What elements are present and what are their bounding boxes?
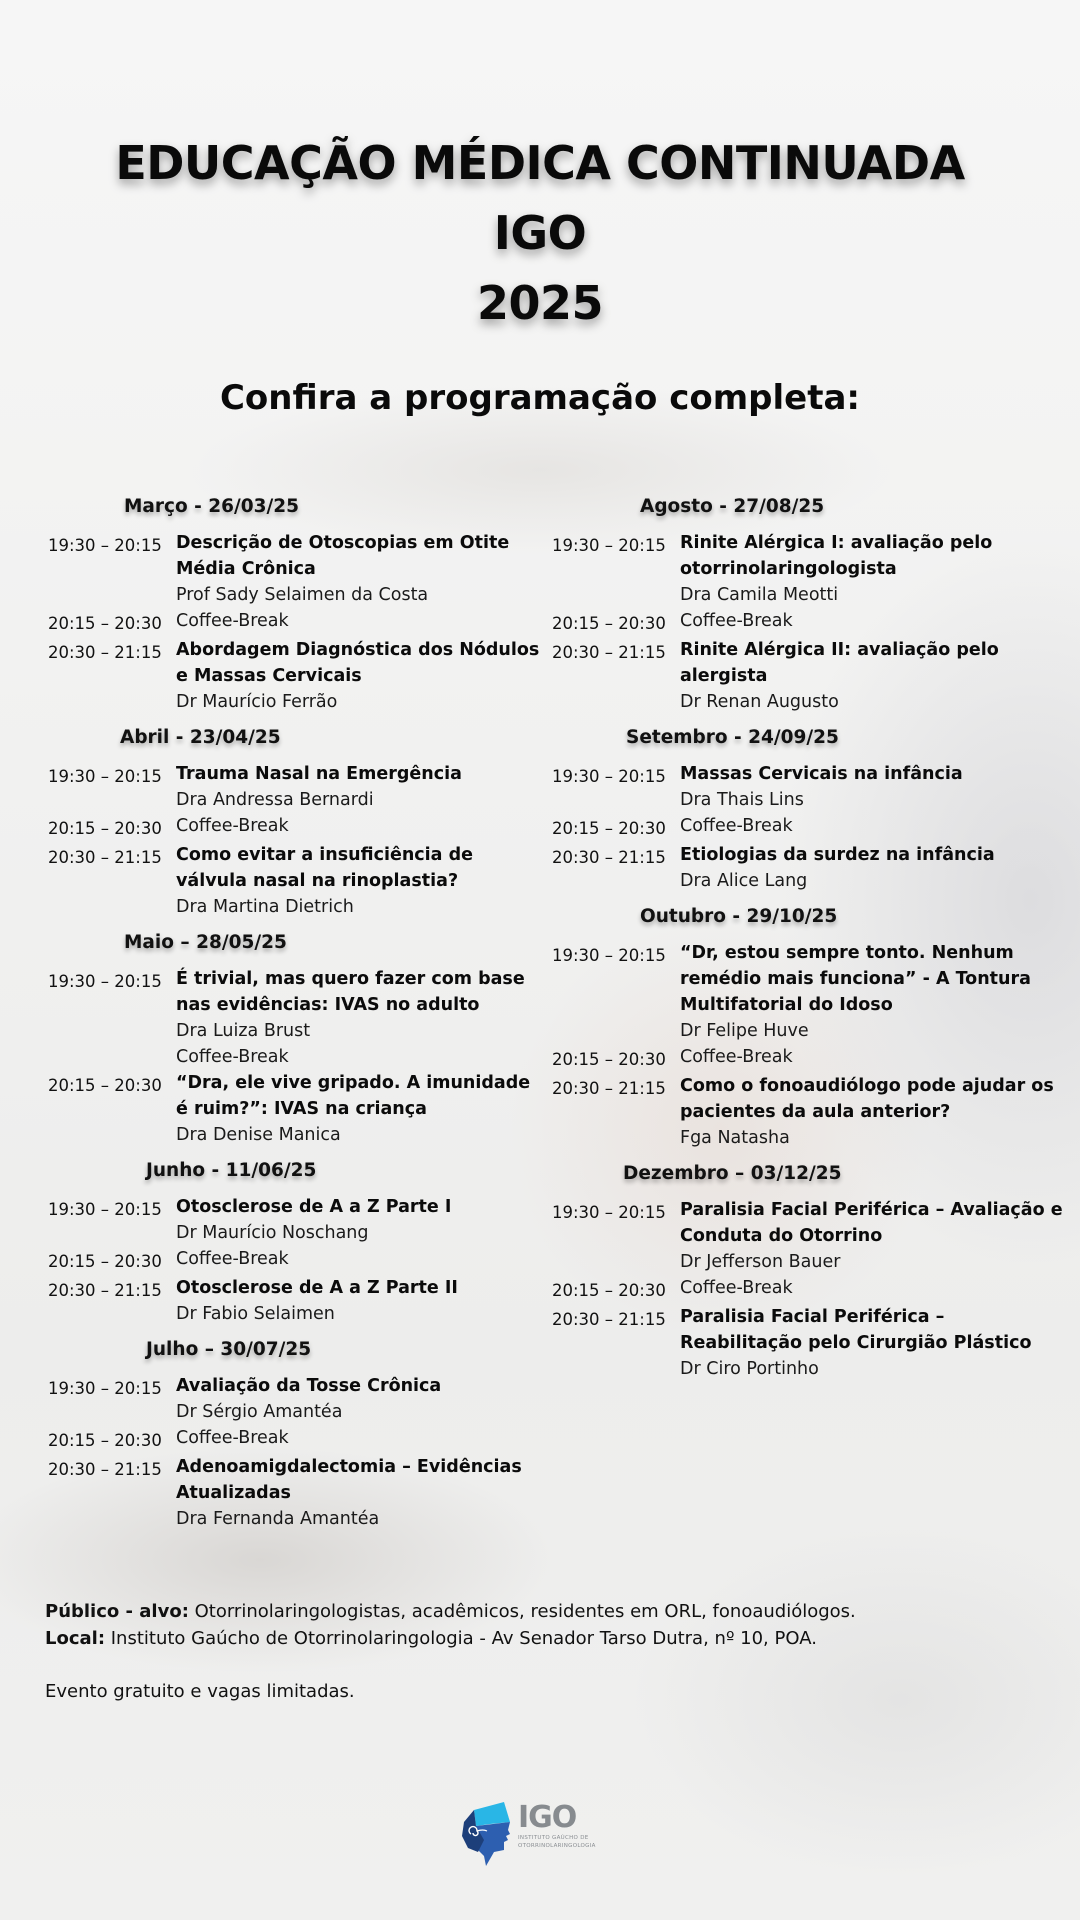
coffee-break-label: Coffee-Break	[680, 816, 793, 836]
talk-row	[552, 1197, 1072, 1275]
talk-row	[552, 1304, 1072, 1382]
time-slot: 19:30 – 20:15	[48, 1379, 162, 1398]
speaker-name: Dra Denise Manica	[176, 1125, 341, 1145]
talk-row	[552, 842, 1072, 894]
talk-title: Abordagem Diagnóstica dos Nódulos e Massas Cervicais	[176, 640, 540, 686]
coffee-break-label: Coffee-Break	[680, 611, 793, 631]
speaker-name: Prof Sady Selaimen da Costa	[176, 585, 429, 605]
talk-title: Adenoamigdalectomia – Evidências Atualizadas	[176, 1457, 522, 1503]
coffee-break-row	[552, 813, 1072, 842]
time-slot: 20:30 – 21:15	[552, 1310, 666, 1329]
month-block	[552, 725, 1072, 894]
speaker-name: Fga Natasha	[680, 1128, 790, 1148]
talk-title: Massas Cervicais na infância	[680, 764, 963, 784]
speaker-name: Dr Renan Augusto	[680, 692, 839, 712]
month-title: Setembro - 24/09/25	[626, 727, 839, 748]
talk-row	[48, 1194, 548, 1246]
talk-title: É trivial, mas quero fazer com base nas evidências: IVAS no adulto	[176, 969, 525, 1015]
coffee-break-row	[552, 1275, 1072, 1304]
time-slot: 20:15 – 20:30	[552, 614, 666, 633]
time-slot	[48, 1044, 176, 1070]
talk-row	[552, 940, 1072, 1044]
location-value: Instituto Gaúcho de Otorrinolaringologia - Av Senador Tarso Dutra, nº 10, POA.	[105, 1628, 817, 1649]
coffee-break-row	[552, 608, 1072, 637]
time-slot: 20:15 – 20:30	[48, 1431, 162, 1450]
month-block	[48, 725, 548, 920]
talk-row	[48, 761, 548, 813]
talk-row	[48, 1373, 548, 1425]
talk-title: “Dra, ele vive gripado. A imunidade é ruim?”: IVAS na criança	[176, 1073, 531, 1119]
talk-title: “Dr, estou sempre tonto. Nenhum remédio mais funciona” - A Tontura Multifatorial do Idoso	[680, 943, 1031, 1015]
speaker-name: Dra Martina Dietrich	[176, 897, 354, 917]
talk-row	[48, 1454, 548, 1532]
coffee-break-row	[48, 1425, 548, 1454]
time-slot: 19:30 – 20:15	[48, 536, 162, 555]
talk-title: Paralisia Facial Periférica – Avaliação e Conduta do Otorrino	[680, 1200, 1063, 1246]
month-title: Junho - 11/06/25	[146, 1160, 317, 1181]
talk-title: Descrição de Otoscopias em Otite Média Crônica	[176, 533, 510, 579]
talk-title: Etiologias da surdez na infância	[680, 845, 995, 865]
logo-name: IGO	[518, 1800, 577, 1835]
month-title: Abril - 23/04/25	[120, 727, 281, 748]
coffee-break-row	[48, 813, 548, 842]
schedule-right-column	[552, 494, 1072, 1392]
coffee-break-row	[552, 1044, 1072, 1073]
month-block	[48, 494, 548, 715]
speaker-name: Dr Maurício Noschang	[176, 1223, 369, 1243]
month-title: Dezembro – 03/12/25	[623, 1163, 842, 1184]
month-block	[552, 494, 1072, 715]
location-label: Local:	[45, 1628, 106, 1649]
time-slot: 20:30 – 21:15	[48, 848, 162, 867]
talk-title: Paralisia Facial Periférica – Reabilitação pelo Cirurgião Plástico	[680, 1307, 1032, 1353]
speaker-name: Dra Andressa Bernardi	[176, 790, 374, 810]
coffee-break-label: Coffee-Break	[176, 816, 289, 836]
time-slot: 19:30 – 20:15	[552, 536, 666, 555]
coffee-break-row	[48, 1044, 548, 1070]
coffee-break-label: Coffee-Break	[680, 1278, 793, 1298]
time-slot: 20:15 – 20:30	[48, 1076, 162, 1095]
time-slot: 19:30 – 20:15	[552, 1203, 666, 1222]
time-slot: 19:30 – 20:15	[48, 1200, 162, 1219]
time-slot: 20:30 – 21:15	[48, 1460, 162, 1479]
talk-row	[552, 1073, 1072, 1151]
month-title: Maio – 28/05/25	[124, 932, 287, 953]
talk-title: Avaliação da Tosse Crônica	[176, 1376, 442, 1396]
month-title: Outubro - 29/10/25	[640, 906, 838, 927]
speaker-name: Dr Sérgio Amantéa	[176, 1402, 343, 1422]
talk-row	[552, 530, 1072, 608]
speaker-name: Dra Fernanda Amantéa	[176, 1509, 380, 1529]
speaker-name: Dra Luiza Brust	[176, 1021, 311, 1041]
time-slot: 20:30 – 21:15	[48, 1281, 162, 1300]
time-slot: 20:15 – 20:30	[48, 819, 162, 838]
coffee-break-row	[48, 1246, 548, 1275]
month-block	[48, 930, 548, 1148]
speaker-name: Dra Camila Meotti	[680, 585, 839, 605]
talk-title: Trauma Nasal na Emergência	[176, 764, 462, 784]
month-block	[48, 1337, 548, 1532]
schedule-left-column	[48, 494, 548, 1542]
logo-subtitle-1: INSTITUTO GAÚCHO DE	[518, 1835, 589, 1841]
time-slot: 20:15 – 20:30	[48, 1252, 162, 1271]
talk-row	[48, 637, 548, 715]
coffee-break-row	[48, 608, 548, 637]
speaker-name: Dra Thais Lins	[680, 790, 804, 810]
audience-label: Público - alvo:	[45, 1601, 189, 1622]
talk-row	[48, 966, 548, 1044]
page-subtitle: Confira a programação completa:	[219, 378, 860, 418]
time-slot: 20:30 – 21:15	[48, 643, 162, 662]
speaker-name: Dra Alice Lang	[680, 871, 808, 891]
talk-title: Rinite Alérgica I: avaliação pelo otorrinolaringologista	[680, 533, 993, 579]
time-slot: 20:15 – 20:30	[552, 819, 666, 838]
talk-title: Otosclerose de A a Z Parte II	[176, 1278, 458, 1298]
talk-row	[48, 842, 548, 920]
coffee-break-label: Coffee-Break	[176, 1428, 289, 1448]
month-block	[552, 904, 1072, 1151]
location-line	[45, 1625, 1045, 1652]
talk-title: Rinite Alérgica II: avaliação pelo alergista	[680, 640, 999, 686]
time-slot: 19:30 – 20:15	[552, 767, 666, 786]
month-block	[552, 1161, 1072, 1382]
talk-title: Como o fonoaudiólogo pode ajudar os pacientes da aula anterior?	[680, 1076, 1054, 1122]
talk-row	[552, 637, 1072, 715]
talk-title: Como evitar a insuficiência de válvula nasal na rinoplastia?	[176, 845, 473, 891]
speaker-name: Dr Felipe Huve	[680, 1021, 809, 1041]
coffee-break-label: Coffee-Break	[176, 611, 289, 631]
time-slot: 19:30 – 20:15	[552, 946, 666, 965]
talk-row	[552, 761, 1072, 813]
audience-value: Otorrinolaringologistas, acadêmicos, residentes em ORL, fonoaudiólogos.	[188, 1601, 856, 1622]
month-block	[48, 1158, 548, 1327]
coffee-break-label: Coffee-Break	[680, 1047, 793, 1067]
talk-title: Otosclerose de A a Z Parte I	[176, 1197, 452, 1217]
speaker-name: Dr Maurício Ferrão	[176, 692, 338, 712]
audience-line	[45, 1598, 1045, 1625]
igo-logo	[460, 1800, 630, 1870]
time-slot: 20:15 – 20:30	[48, 614, 162, 633]
talk-row	[48, 1070, 548, 1148]
page-title	[0, 128, 1080, 338]
title-line-2: IGO	[493, 206, 587, 260]
speaker-name: Dr Fabio Selaimen	[176, 1304, 335, 1324]
coffee-break-label: Coffee-Break	[176, 1047, 289, 1067]
event-note: Evento gratuito e vagas limitadas.	[45, 1681, 355, 1702]
time-slot: 20:15 – 20:30	[552, 1050, 666, 1069]
coffee-break-label: Coffee-Break	[176, 1249, 289, 1269]
title-line-3: 2025	[476, 276, 604, 330]
month-title: Julho – 30/07/25	[146, 1339, 312, 1360]
time-slot: 20:30 – 21:15	[552, 643, 666, 662]
event-info	[45, 1598, 1045, 1705]
time-slot: 20:30 – 21:15	[552, 848, 666, 867]
time-slot: 19:30 – 20:15	[48, 972, 162, 991]
logo-subtitle-2: OTORRINOLARINGOLOGIA	[518, 1843, 596, 1849]
time-slot: 20:15 – 20:30	[552, 1281, 666, 1300]
speaker-name: Dr Ciro Portinho	[680, 1359, 819, 1379]
time-slot: 19:30 – 20:15	[48, 767, 162, 786]
speaker-name: Dr Jefferson Bauer	[680, 1252, 841, 1272]
month-title: Março - 26/03/25	[124, 496, 300, 517]
month-title: Agosto - 27/08/25	[640, 496, 825, 517]
time-slot: 20:30 – 21:15	[552, 1079, 666, 1098]
talk-row	[48, 530, 548, 608]
head-profile-ear-icon	[460, 1800, 512, 1866]
title-line-1: EDUCAÇÃO MÉDICA CONTINUADA	[115, 136, 965, 190]
talk-row	[48, 1275, 548, 1327]
